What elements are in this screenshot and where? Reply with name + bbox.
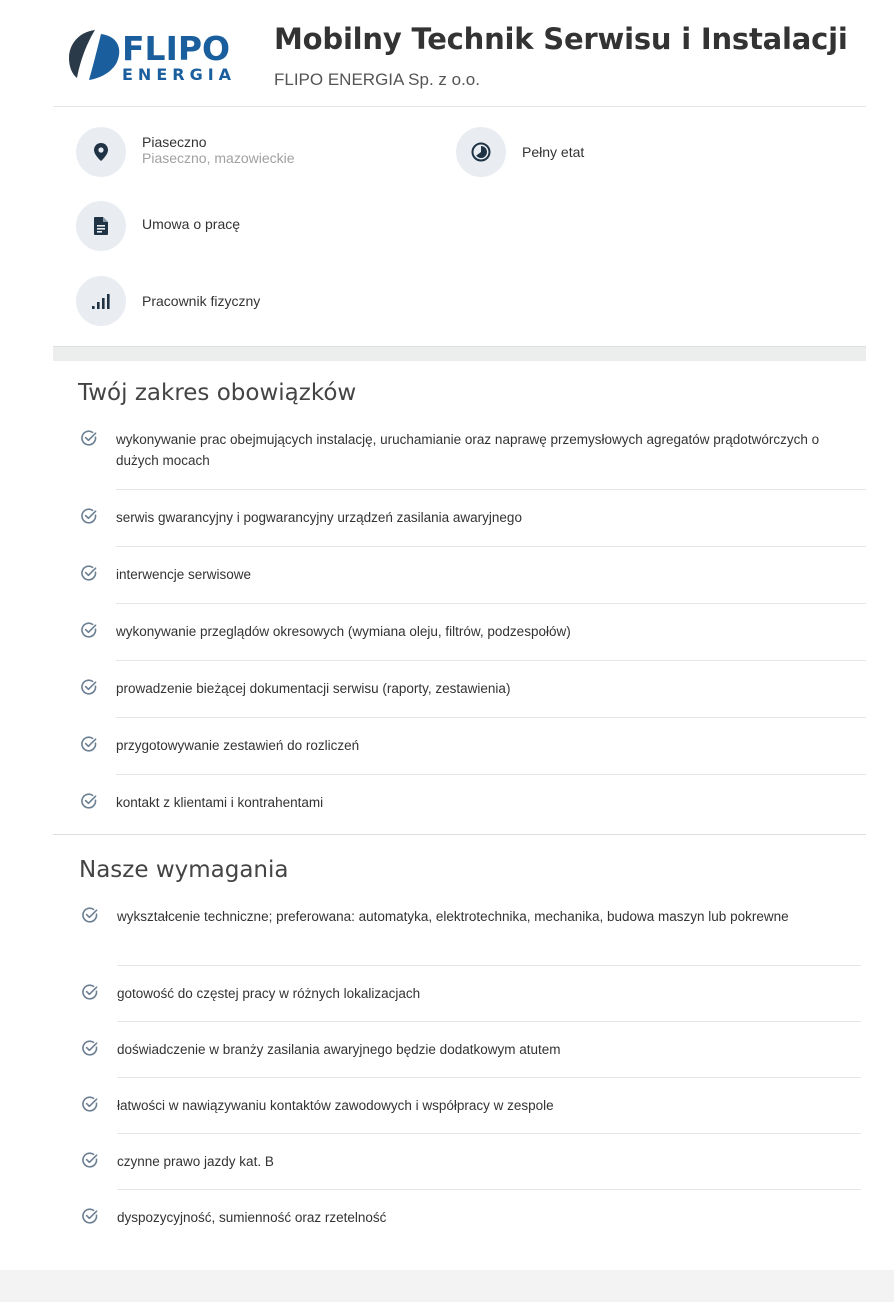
check-circle-icon — [81, 1039, 99, 1057]
check-circle-icon — [80, 792, 98, 810]
signal-bars-icon — [92, 293, 110, 309]
responsibility-text: przygotowywanie zestawień do rozliczeń — [116, 738, 360, 753]
check-circle-icon — [81, 983, 99, 1001]
check-circle-icon — [81, 1095, 99, 1113]
responsibility-text: wykonywanie przeglądów okresowych (wymiana oleju, filtrów, podzespołów) — [116, 624, 571, 639]
check-circle-icon — [81, 1207, 99, 1225]
requirement-text: łatwości w nawiązywaniu kontaktów zawodowych i współpracy w zespole — [117, 1098, 554, 1113]
responsibility-text: interwencje serwisowe — [116, 567, 252, 582]
responsibility-text: kontakt z klientami i kontrahentami — [116, 795, 324, 810]
section-separator — [53, 834, 866, 835]
company-name[interactable]: FLIPO ENERGIA Sp. z o.o. — [274, 70, 480, 89]
responsibility-text: prowadzenie bieżącej dokumentacji serwisu (raporty, zestawienia) — [116, 681, 511, 696]
item-separator — [116, 717, 866, 718]
clock-icon — [471, 142, 491, 162]
requirement-text: wykształcenie techniczne; preferowana: automatyka, elektrotechnika, mechanika, budowa maszyn lub pokrewne — [117, 909, 789, 924]
section-divider — [53, 346, 866, 361]
svg-text:ENERGIA: ENERGIA — [122, 65, 237, 82]
item-separator — [117, 1021, 861, 1022]
requirement-text: czynne prawo jazdy kat. B — [117, 1154, 274, 1169]
page-footer-band — [0, 1270, 894, 1302]
location-region: Piaseczno, mazowieckie — [142, 150, 295, 166]
job-header — [53, 0, 866, 107]
detail-position-level — [76, 276, 456, 328]
contract-label: Umowa o pracę — [142, 216, 241, 232]
requirement-text: gotowość do częstej pracy w różnych lokalizacjach — [117, 986, 421, 1001]
document-icon — [94, 217, 108, 235]
check-circle-icon — [80, 735, 98, 753]
check-circle-icon — [80, 564, 98, 582]
work-time-label: Pełny etat — [522, 144, 585, 160]
job-details — [53, 106, 866, 346]
item-separator — [116, 660, 866, 661]
contract-icon-circle — [76, 201, 126, 251]
responsibility-text: serwis gwarancyjny i pogwarancyjny urządzeń zasilania awaryjnego — [116, 510, 522, 525]
item-separator — [116, 489, 866, 490]
svg-text:FLIPO: FLIPO — [122, 29, 231, 68]
detail-location — [76, 127, 456, 179]
item-separator — [117, 1133, 861, 1134]
level-label: Pracownik fizyczny — [142, 293, 261, 309]
company-logo — [65, 26, 265, 82]
item-separator — [117, 1077, 861, 1078]
work-time-icon-circle — [456, 127, 506, 177]
check-circle-icon — [80, 429, 98, 447]
detail-work-time — [456, 127, 756, 179]
check-circle-icon — [80, 621, 98, 639]
item-separator — [117, 1189, 861, 1190]
check-circle-icon — [81, 1151, 99, 1169]
responsibilities-title: Twój zakres obowiązków — [78, 380, 357, 406]
item-separator — [116, 774, 866, 775]
level-icon-circle — [76, 276, 126, 326]
check-circle-icon — [80, 678, 98, 696]
requirements-title: Nasze wymagania — [79, 857, 289, 883]
item-separator — [116, 546, 866, 547]
responsibility-text: wykonywanie prac obejmujących instalację, uruchamianie oraz naprawę przemysłowych agregatów prądotwórczych o dużych mocach — [116, 432, 820, 468]
item-separator — [116, 603, 866, 604]
location-icon-circle — [76, 127, 126, 177]
item-separator — [117, 965, 861, 966]
check-circle-icon — [80, 507, 98, 525]
requirement-text: doświadczenie w branży zasilania awaryjnego będzie dodatkowym atutem — [117, 1042, 561, 1057]
location-city: Piaseczno — [142, 134, 207, 150]
job-title: Mobilny Technik Serwisu i Instalacji — [274, 22, 848, 56]
check-circle-icon — [81, 906, 99, 924]
detail-contract — [76, 201, 456, 253]
requirement-text: dyspozycyjność, sumienność oraz rzetelność — [117, 1210, 387, 1225]
map-pin-icon — [94, 143, 108, 161]
